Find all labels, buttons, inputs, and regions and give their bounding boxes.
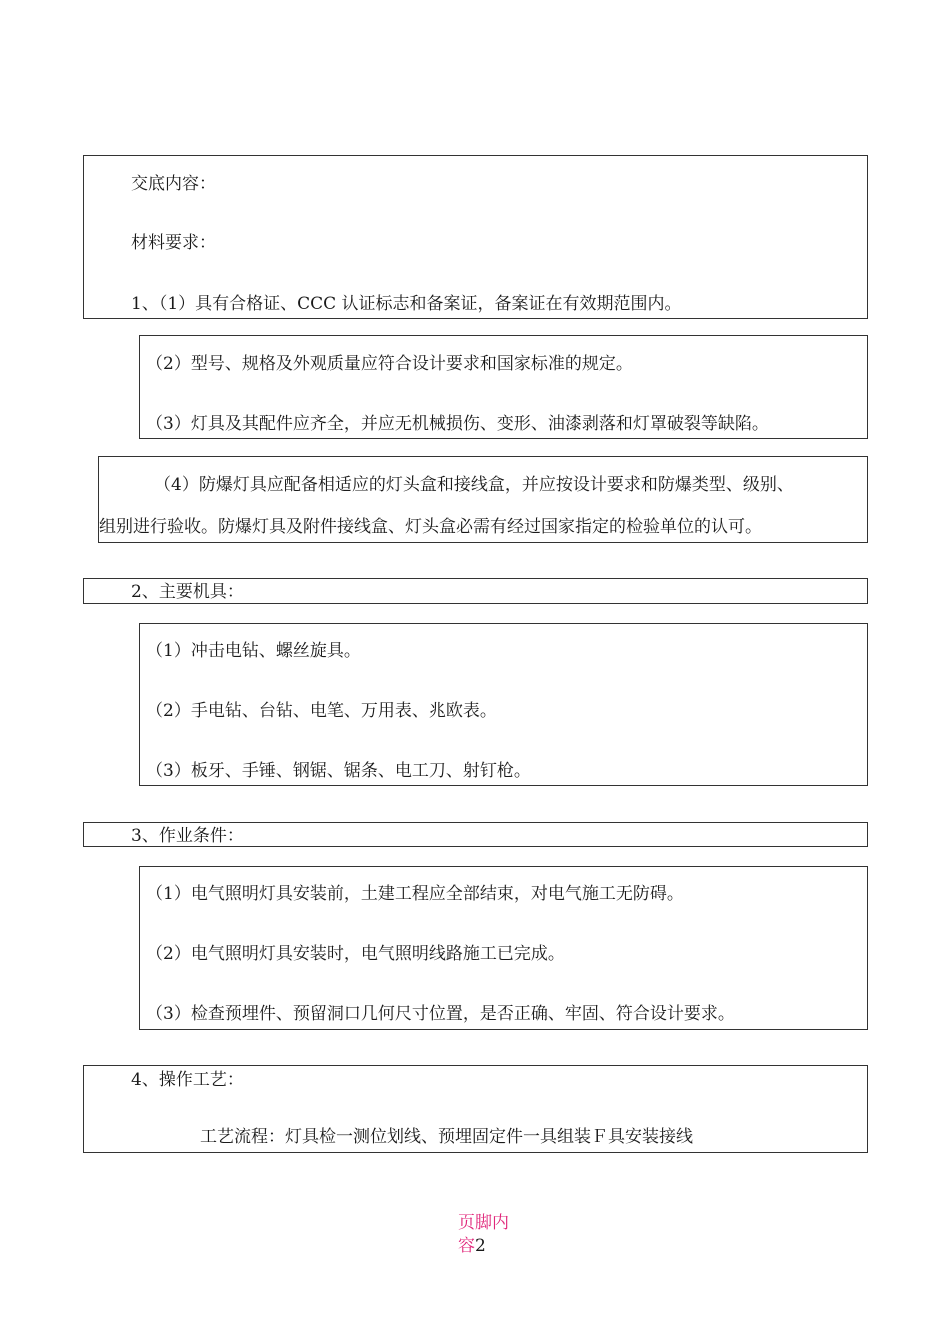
process-title: 4、操作工艺： (131, 1070, 244, 1090)
page-footer (458, 1212, 509, 1258)
materials-item-1: 1、（1）具有合格证、CCC 认证标志和备案证，备案证在有效期范围内。 (131, 294, 682, 314)
materials-title: 材料要求： (131, 233, 216, 253)
materials-item-4-line-2: 组别进行验收。防爆灯具及附件接线盒、灯头盒必需有经过国家指定的检验单位的认可。 (99, 517, 762, 537)
tools-title: 2、主要机具： (131, 582, 244, 602)
footer-label-tail: 容 (458, 1236, 475, 1256)
tools-item-2: （2）手电钻、台钻、电笔、万用表、兆欧表。 (146, 701, 497, 721)
conditions-title: 3、作业条件： (131, 826, 244, 846)
conditions-item-1: （1）电气照明灯具安装前，土建工程应全部结束，对电气施工无防碍。 (146, 884, 684, 904)
conditions-item-3: （3）检查预埋件、预留洞口几何尺寸位置，是否正确、牢固、符合设计要求。 (146, 1004, 735, 1024)
materials-item-4-line-1: （4）防爆灯具应配备相适应的灯头盒和接线盒，并应按设计要求和防爆类型、级别、 (154, 475, 794, 495)
process-flow: 工艺流程：灯具检一测位划线、预埋固定件一具组装Ｆ具安装接线 (200, 1127, 693, 1147)
materials-item-3: （3）灯具及其配件应齐全，并应无机械损伤、变形、油漆剥落和灯罩破裂等缺陷。 (146, 414, 769, 434)
footer-label-line-1: 页脚内 (458, 1213, 509, 1233)
conditions-item-2: （2）电气照明灯具安装时，电气照明线路施工已完成。 (146, 944, 565, 964)
tools-item-1: （1）冲击电钻、螺丝旋具。 (146, 641, 361, 661)
page-number: 2 (475, 1236, 486, 1256)
materials-item-2: （2）型号、规格及外观质量应符合设计要求和国家标准的规定。 (146, 354, 633, 374)
footer-label-line-2 (458, 1235, 509, 1258)
tools-item-3: （3）板牙、手锤、钢锯、锯条、电工刀、射钉枪。 (146, 761, 531, 781)
heading-disclosure: 交底内容： (131, 174, 216, 194)
